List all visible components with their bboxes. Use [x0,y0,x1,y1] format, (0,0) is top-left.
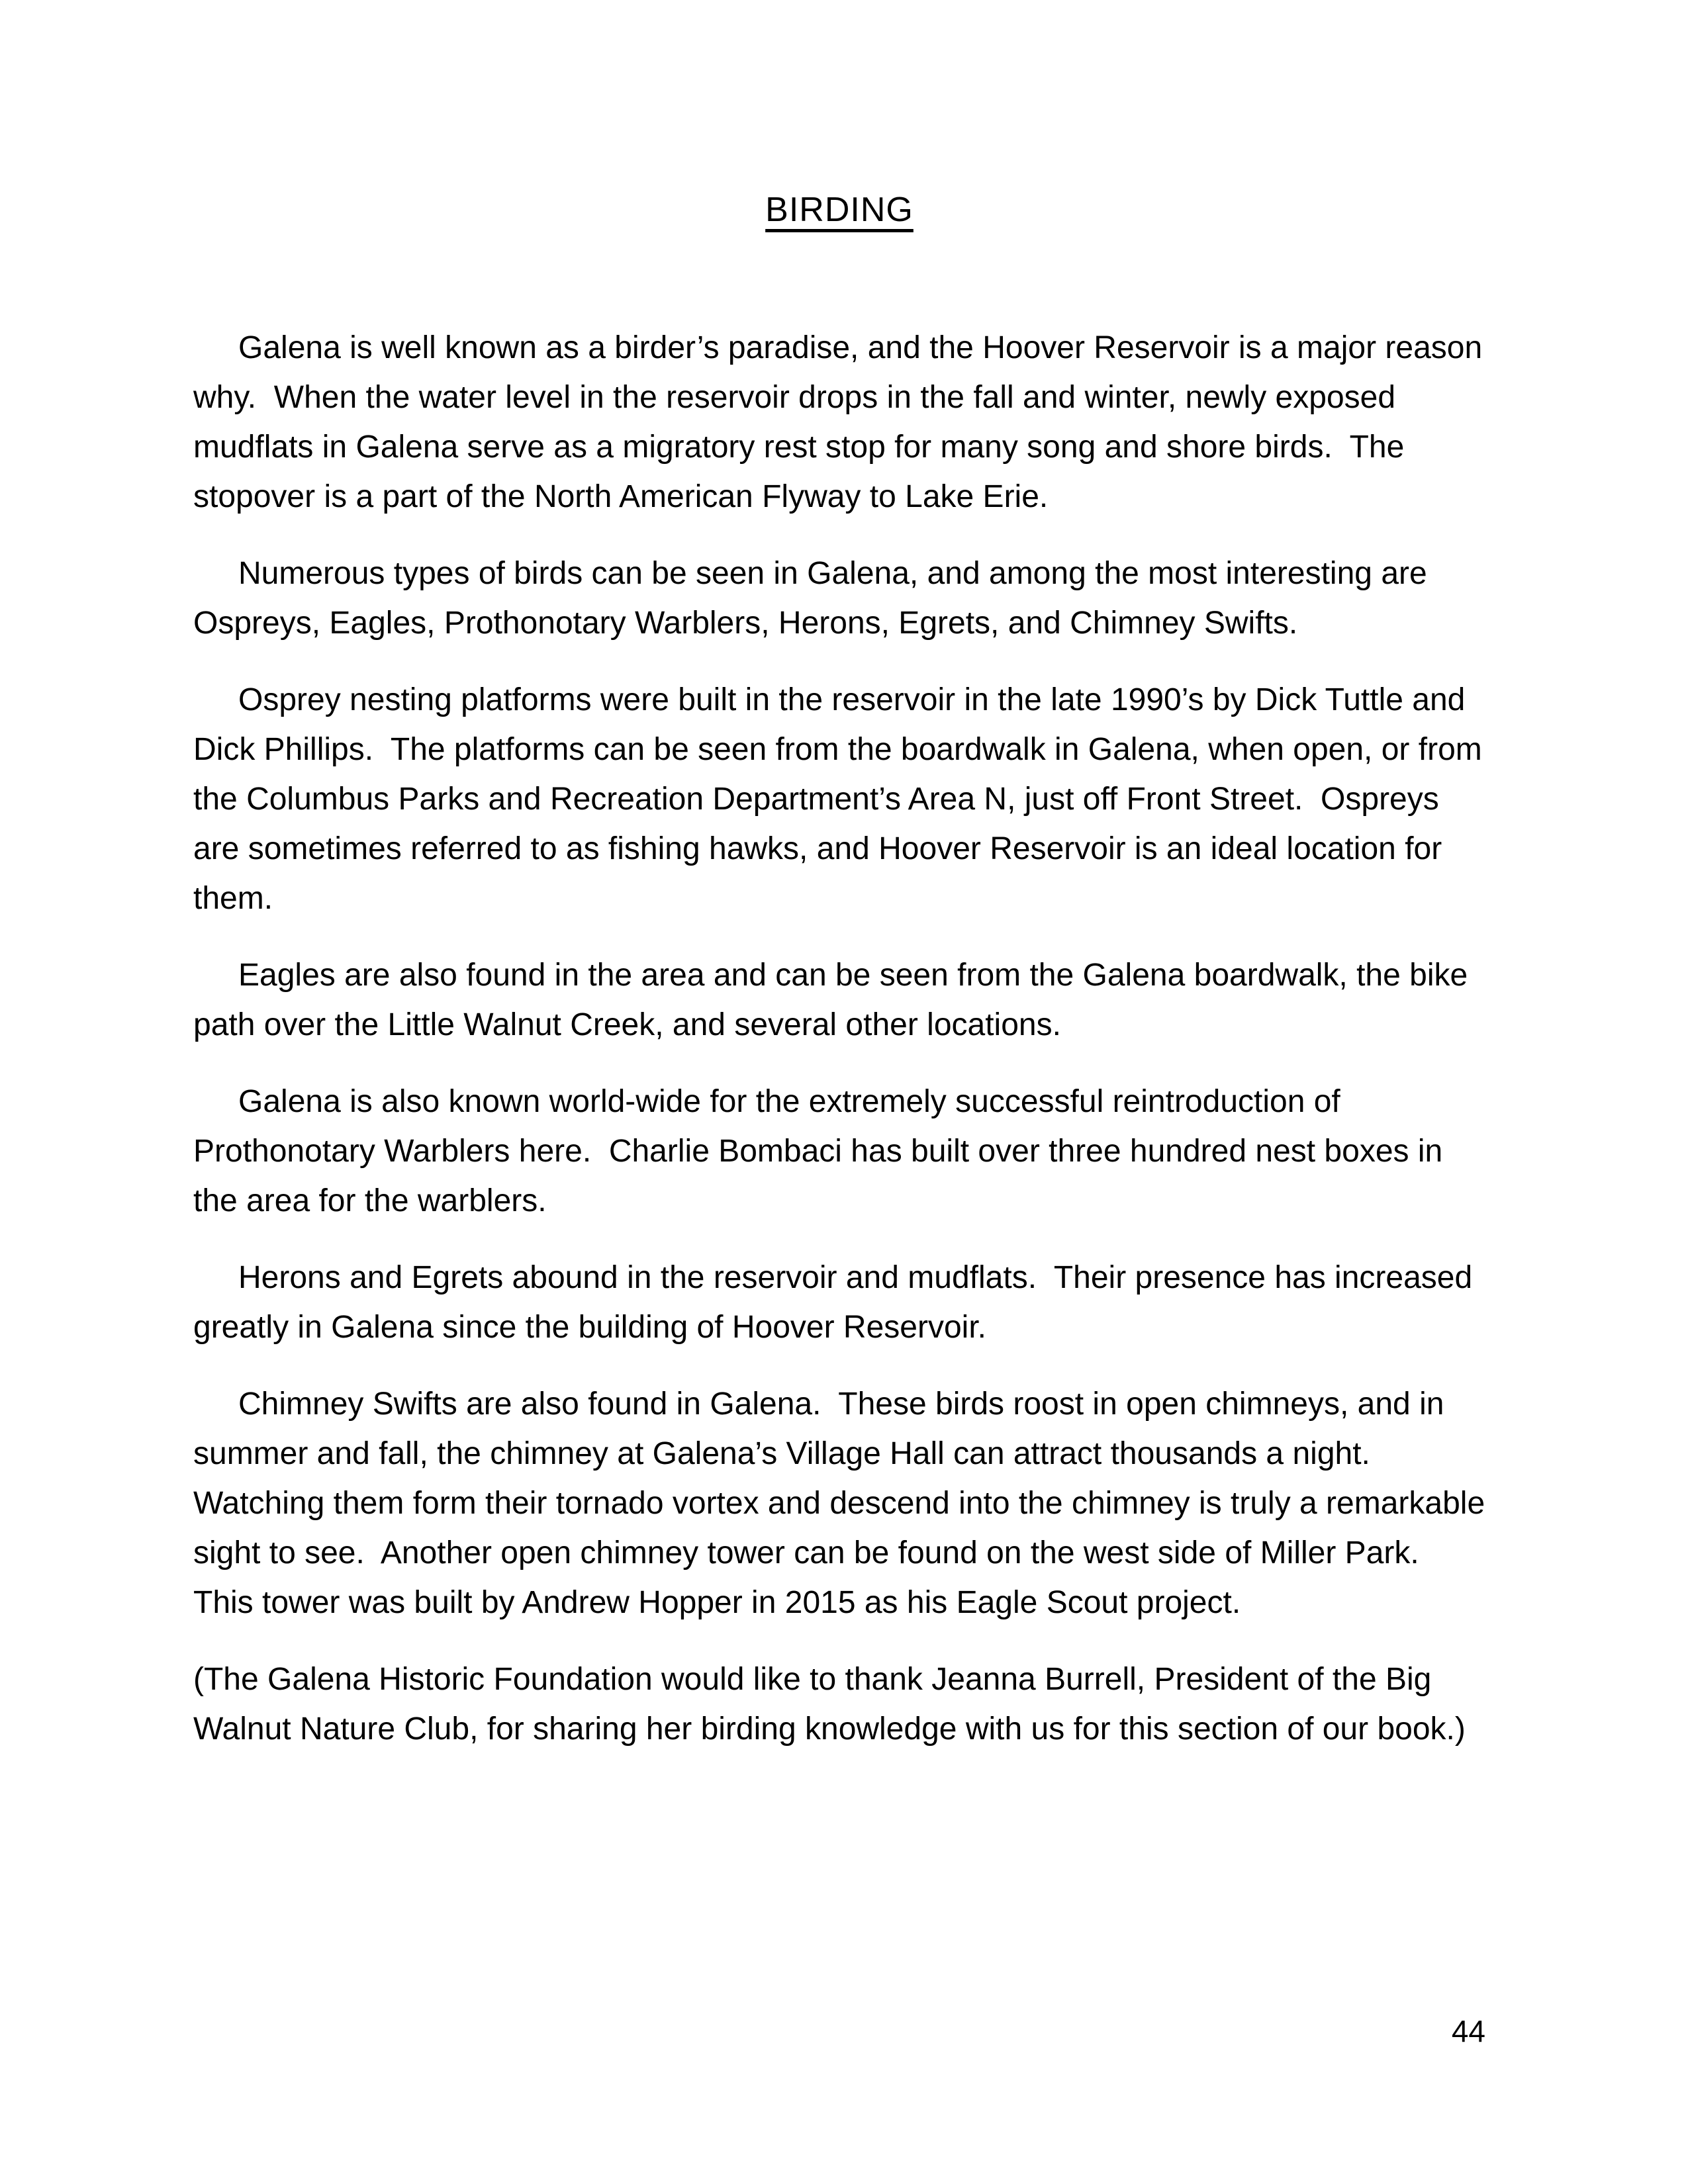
paragraph-warblers: Galena is also known world-wide for the extremely successful reintroduction of Prothonotary Warblers here. Charlie Bombaci has built over three hundred nest boxes in the area for the warblers. [193,1084,1452,1218]
paragraph-eagles: Eagles are also found in the area and can be seen from the Galena boardwalk, the bike path over the Little Walnut Creek, and several other locations. [193,958,1477,1042]
page-content [193,0,1494,1781]
paragraph-osprey-platforms: Osprey nesting platforms were built in the reservoir in the late 1990’s by Dick Tuttle and Dick Phillips. The platforms can be seen from the boardwalk in Galena, when open, or from the Columbus Parks and Recreation Department’s Area N, just off Front Street. Ospreys are sometimes referred to as fishing hawks, and Hoover Reservoir is an ideal location for them. [193,682,1491,916]
page-title-text: BIRDING [765,191,914,229]
paragraph-chimney-swifts: Chimney Swifts are also found in Galena. These birds roost in open chimneys, and in summer and fall, the chimney at Galena’s Village Hall can attract thousands a night. Watching them form their tornado vortex and descend into the chimney is truly a remarkable sight to see. Another open chimney tower can be found on the west side of Miller Park. This tower was built by Andrew Hopper in 2015 as his Eagle Scout project. [193,1387,1494,1620]
paragraph-birding-intro: Galena is well known as a birder’s paradise, and the Hoover Reservoir is a major reason why. When the water level in the reservoir drops in the fall and winter, newly exposed mudflats in Galena serve as a migratory rest stop for many song and shore birds. The stopover is a part of the North American Flyway to Lake Erie. [193,330,1491,514]
page-number: 44 [1451,2014,1485,2048]
page-title [193,185,1485,235]
paragraph-acknowledgement: (The Galena Historic Foundation would like to thank Jeanna Burrell, President of the Big Walnut Nature Club, for sharing her birding knowledge with us for this section of our book.) [193,1662,1466,1747]
paragraph-herons-egrets: Herons and Egrets abound in the reservoir and mudflats. Their presence has increased greatly in Galena since the building of Hoover Reservoir. [193,1260,1481,1345]
paragraph-bird-types: Numerous types of birds can be seen in Galena, and among the most interesting are Ospreys, Eagles, Prothonotary Warblers, Herons, Egrets, and Chimney Swifts. [193,556,1436,641]
